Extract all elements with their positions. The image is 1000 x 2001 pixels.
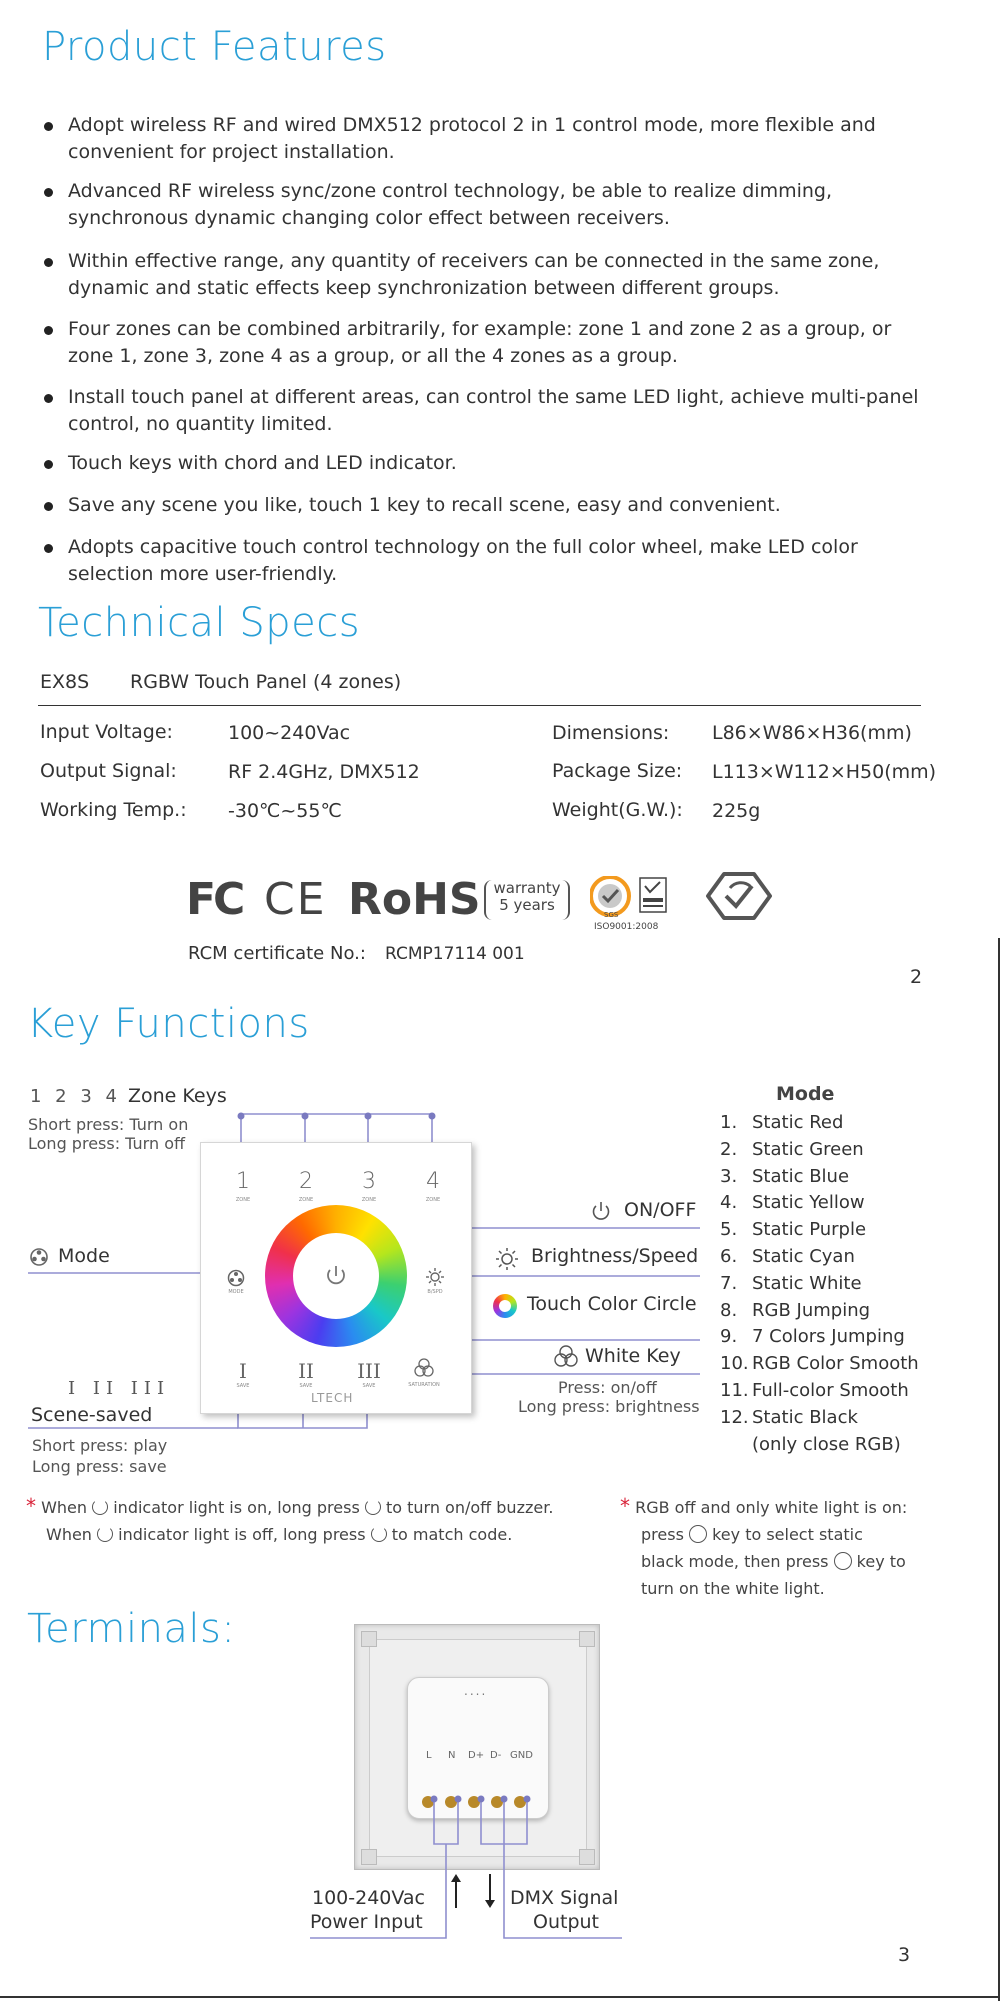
spec-label: Weight(G.W.): [552,799,683,821]
power-icon [97,1526,113,1542]
ce-logo: CE [264,874,327,925]
feature-item: Adopt wireless RF and wired DMX512 protocol 2 in 1 control mode, more flexible and convenient for project installation. [40,112,940,166]
mode-item: 7. Static White [720,1272,862,1294]
rohs-logo: RoHS [348,874,481,925]
zone-label: ZONE [361,1197,377,1203]
warranty-text: warranty [493,879,561,897]
cert-logos [186,868,776,940]
mode-item: 1. Static Red [720,1112,844,1133]
power-input-line2: Power Input [310,1911,423,1933]
rcm-icon [704,870,774,922]
zone-label: ZONE [235,1197,251,1203]
spec-label: Input Voltage: [40,721,173,743]
note-left: * When indicator light is on, long press to turn on/off buzzer. When indicator light is off, long press to match code. [26,1494,554,1544]
zone-long-press: Long press: Turn off [28,1134,185,1153]
mode-item: 3. Static Blue [720,1165,850,1187]
color-circle-icon [493,1294,517,1318]
power-input-line1: 100-240Vac [312,1887,425,1909]
page-bottom-edge [0,1996,1000,1998]
spec-divider [38,705,921,706]
zone-label: ZONE [425,1197,441,1203]
touch-panel [200,1142,472,1414]
power-icon [92,1499,108,1515]
feature-item: Save any scene you like, touch 1 key to recall scene, easy and convenient. [40,492,940,519]
pin-label: L [426,1750,432,1761]
mode-list [720,1110,919,1458]
scene-numbers: I II III [68,1378,171,1399]
mode-label-text: Mode [58,1245,110,1267]
zone-3-key[interactable]: 3 [362,1169,376,1194]
brightness-speed-label: Brightness/Speed [531,1245,699,1267]
model-code: EX8S [40,671,90,693]
save-label: SAVE [236,1383,250,1389]
pin-label: D+ [468,1750,485,1761]
touch-color-circle[interactable] [265,1205,407,1347]
pin-label: GND [510,1750,533,1761]
scene-long-press: Long press: save [32,1457,167,1476]
scene-1-key[interactable]: I [239,1359,247,1383]
warranty-years: 5 years [499,896,555,914]
spec-value: L86×W86×H36(mm) [712,722,912,744]
on-off-label: ON/OFF [624,1199,697,1221]
brightness-icon [495,1247,519,1271]
spec-label: Dimensions: [552,722,670,744]
white-key-icon [834,1552,852,1570]
feature-item: Within effective range, any quantity of receivers can be connected in the same zone, dynamic and static effects keep synchronization between different groups. [40,248,940,302]
feature-item: Install touch panel at different areas, can control the same LED light, achieve multi-panel control, no quantity limited. [40,384,940,438]
mode-key-icon[interactable] [227,1269,245,1287]
terminal-module: .... L N D+ D- GND [407,1677,549,1819]
power-icon[interactable] [323,1263,349,1289]
terminals-title: Terminals: [27,1606,236,1652]
white-long-press: Long press: brightness [518,1397,700,1416]
page-number: 3 [898,1944,911,1966]
zone-numbers: 1 2 3 4 [30,1086,121,1107]
sgs-label: SGS [604,911,619,919]
feature-item: Touch keys with chord and LED indicator. [40,450,940,477]
ukas-icon [638,876,668,916]
white-key-icon [553,1344,579,1370]
warranty-badge [484,880,570,920]
feature-item: Adopts capacitive touch control technology on the full color wheel, make LED color selection more user-friendly. [40,534,940,588]
asterisk-icon: * [620,1494,630,1518]
mode-icon [689,1525,707,1543]
features-title: Product Features [42,24,387,70]
saturation-label: SATURATION [408,1382,440,1388]
mode-icon [29,1247,49,1267]
mode-item: 2. Static Green [720,1138,864,1160]
zone-4-key[interactable]: 4 [426,1169,440,1194]
scene-saved-label: Scene-saved [31,1404,153,1426]
zone-1-key[interactable]: 1 [236,1169,250,1194]
brightness-key-icon[interactable] [425,1267,445,1287]
mode-list-title: Mode [776,1083,835,1105]
page-number: 2 [910,966,923,988]
mode-item: 12. Static Black [720,1406,858,1428]
iso-label: ISO9001:2008 [594,922,659,932]
white-key-label: White Key [585,1345,681,1367]
dmx-output-line1: DMX Signal [510,1887,619,1909]
spec-value: -30℃~55℃ [228,800,342,822]
mode-item: 8. RGB Jumping [720,1299,871,1321]
model-desc: RGBW Touch Panel (4 zones) [130,671,402,693]
zone-label: ZONE [298,1197,314,1203]
mode-item: 11. Full-color Smooth [720,1379,909,1401]
note-right: * RGB off and only white light is on: press key to select static black mode, then press key to turn on the white light. [620,1494,908,1598]
power-icon [365,1499,381,1515]
mode-item: (only close RGB) [752,1433,901,1455]
white-press: Press: on/off [558,1378,657,1397]
spec-value: 100~240Vac [228,722,351,744]
mode-item: 5. Static Purple [720,1219,867,1241]
mode-item: 6. Static Cyan [720,1245,855,1267]
feature-item: Advanced RF wireless sync/zone control technology, be able to realize dimming, synchronous dynamic changing color effect between receivers. [40,178,940,232]
spec-value: RF 2.4GHz, DMX512 [228,761,420,783]
mode-item: 9. 7 Colors Jumping [720,1326,905,1348]
spec-value: L113×W112×H50(mm) [712,761,937,783]
spec-label: Output Signal: [40,760,177,782]
mode-item: 4. Static Yellow [720,1192,865,1214]
white-key-icon[interactable] [413,1357,435,1379]
mode-item: 10. RGB Color Smooth [720,1353,919,1375]
scene-2-key[interactable]: II [298,1359,314,1383]
power-icon [591,1200,611,1222]
zone-2-key[interactable]: 2 [299,1169,313,1194]
rcm-label: RCM certificate No.: [188,943,366,964]
scene-3-key[interactable]: III [357,1359,381,1383]
spec-label: Package Size: [552,760,683,782]
save-label: SAVE [362,1383,376,1389]
pin-label: N [448,1750,456,1761]
touch-color-circle-label: Touch Color Circle [527,1293,697,1315]
key-functions-title: Key Functions [27,1001,310,1047]
dmx-output-line2: Output [533,1911,599,1933]
power-icon [371,1526,387,1542]
spec-label: Working Temp.: [40,799,187,821]
spec-value: 225g [712,800,761,822]
bspd-label: B/SPD [427,1289,443,1295]
fc-logo: FC [186,874,243,925]
zone-keys-label: Zone Keys [128,1085,227,1107]
mode-label: MODE [228,1289,244,1295]
pin-label: D- [490,1750,502,1761]
rcm-number: RCMP17114 001 [385,944,525,964]
specs-title: Technical Specs [38,600,361,646]
scene-short-press: Short press: play [32,1436,168,1455]
feature-item: Four zones can be combined arbitrarily, for example: zone 1 and zone 2 as a group, or zone 1, zone 3, zone 4 as a group, or all the 4 zones as a group. [40,316,940,370]
brand-logo: LTECH [311,1391,354,1405]
features-list [40,112,940,600]
zone-short-press: Short press: Turn on [28,1115,189,1134]
asterisk-icon: * [26,1494,36,1518]
save-label: SAVE [299,1383,313,1389]
